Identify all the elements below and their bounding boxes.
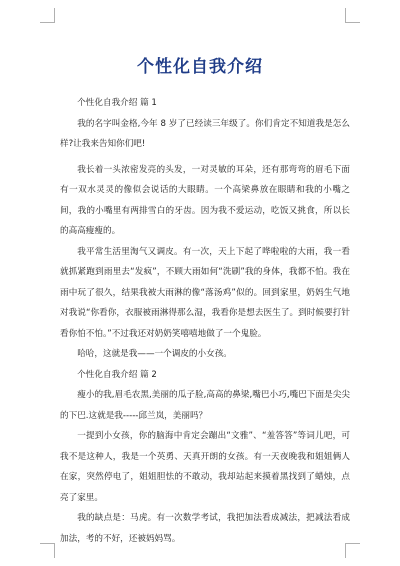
crop-mark-top-right <box>345 8 360 23</box>
section-heading-1: 个性化自我介绍 篇 1 <box>77 98 157 108</box>
paragraph: 瘦小的我,眉毛农黑,美丽的瓜子脸,高高的鼻梁,嘴巴小巧,嘴巴下面是尖尖的下巴.这就是我-----邱兰岚，美丽吗？ <box>60 390 350 421</box>
section-heading-2: 个性化自我介绍 篇 2 <box>77 369 157 380</box>
crop-mark-top-left <box>40 8 55 23</box>
document-title: 个性化自我介绍 <box>137 57 263 77</box>
paragraph: 我的名字叫金格,今年 8 岁了已经读三年级了。你们肯定不知道我是怎么样?让我来告知你们吧! <box>60 118 350 149</box>
paragraph: 一提到小女孩，你的脑海中肯定会蹦出“文雅”、“羞答答”等词儿吧，可我不是这种人，我是一个英勇、天真开朗的女孩。有一天夜晚我和姐姐俩人在家，突然停电了，姐姐胆怯的不敢动，我却站起来摸着黑找到了蜡烛，点亮了家里。 <box>60 431 350 503</box>
document-body <box>60 93 350 549</box>
crop-mark-bottom-left <box>40 543 55 558</box>
paragraph: 我长着一头浓密发亮的头发，一对灵敏的耳朵，还有那弯弯的眉毛下面有一双水灵灵的像似会说话的大眼睛。一个高梁鼻放在眼睛和我的小嘴之间，我的小嘴里有两排雪白的牙齿。因为我不爱运动，吃饭又挑食，所以长的高高瘦瘦的。 <box>60 164 350 236</box>
paragraph: 我平常生活里淘气又调皮。有一次，天上下起了哗啦啦的大雨，我一看就抓紧跑到雨里去“发疯”，不顾大雨如何“洗刷”我的身体，我都不怕。我在雨中玩了很久，结果我被大雨淋的像“落汤鸡”似的。回到家里，奶妈生气地对我说“你看你，衣服被雨淋得那么湿，我看你是想去医生了。到时候要打针看你怕不怕。”不过我还对奶奶笑嘻嘻地做了一个鬼脸。 <box>60 246 350 339</box>
paragraph: 哈哈，这就是我——一个调皮的小女孩。 <box>77 349 232 359</box>
paragraph: 我的缺点是：马虎。有一次数学考试，我把加法看成减法，把减法看成加法，考的不好，还被妈妈骂。 <box>60 513 350 544</box>
